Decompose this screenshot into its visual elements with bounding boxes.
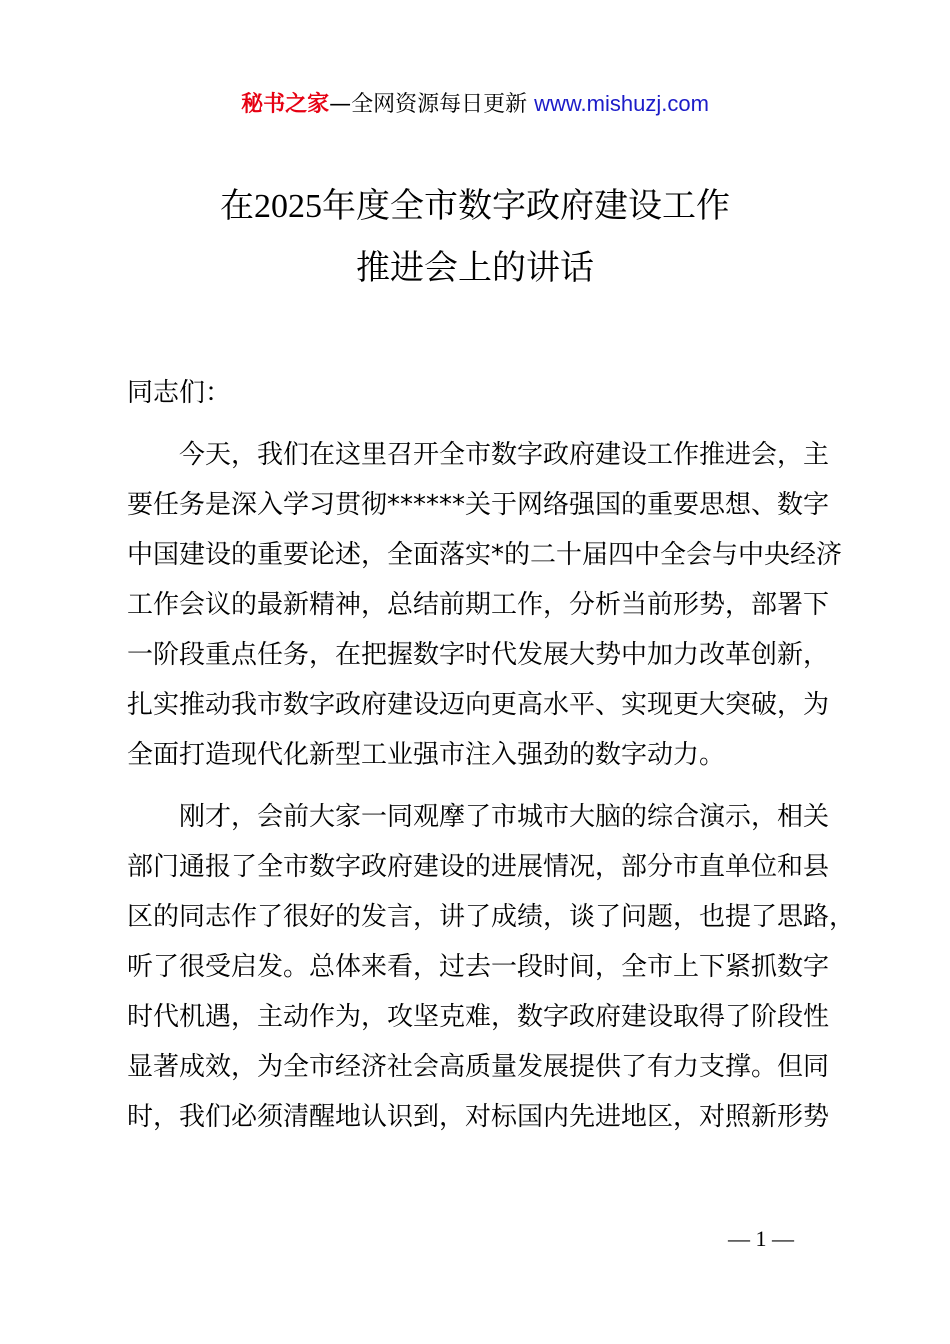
paragraph-1 (127, 430, 843, 780)
site-url-link[interactable]: www.mishuzj.com (534, 91, 709, 116)
document-title-line-1 (0, 184, 950, 229)
watermark-header (0, 88, 950, 121)
paragraph-line: 时代机遇，主动作为，攻坚克难，数字政府建设取得了阶段性 (127, 1002, 830, 1032)
paragraph-line: 部门通报了全市数字政府建设的进展情况，部分市直单位和县 (127, 852, 830, 882)
paragraph-line: 刚才，会前大家一同观摩了市城市大脑的综合演示，相关 (179, 802, 830, 832)
paragraph-line: 区的同志作了很好的发言，讲了成绩，谈了问题，也提了思路， (127, 902, 856, 932)
salutation: 同志们： (127, 378, 232, 408)
paragraph-line: 一阶段重点任务，在把握数字时代发展大势中加力改革创新， (127, 640, 830, 670)
document-title-line-2: 推进会上的讲话 (356, 248, 594, 288)
title-prefix: 在 (220, 186, 254, 226)
paragraph-line: 全面打造现代化新型工业强市注入强劲的数字动力。 (127, 740, 726, 770)
paragraph-line: 显著成效，为全市经济社会高质量发展提供了有力支撑。但同 (127, 1052, 830, 1082)
title-suffix: 年度全市数字政府建设工作 (322, 186, 730, 226)
paragraph-line: 今天，我们在这里召开全市数字政府建设工作推进会，主 (179, 440, 830, 470)
paragraph-line: 时，我们必须清醒地认识到，对标国内先进地区，对照新形势 (127, 1102, 830, 1132)
paragraph-line: 工作会议的最新精神，总结前期工作，分析当前形势，部署下 (127, 590, 830, 620)
paragraph-line: 要任务是深入学习贯彻******关于网络强国的重要思想、数字 (127, 490, 830, 520)
paragraph-line: 听了很受启发。总体来看，过去一段时间，全市上下紧抓数字 (127, 952, 830, 982)
brand-name: 秘书之家 (241, 92, 330, 117)
header-tagline: —全网资源每日更新 (329, 92, 535, 117)
page-number: — 1 — (728, 1226, 794, 1251)
paragraph-line: 中国建设的重要论述，全面落实*的二十届四中全会与中央经济 (127, 540, 843, 570)
paragraph-line: 扎实推动我市数字政府建设迈向更高水平、实现更大突破，为 (127, 690, 830, 720)
paragraph-2 (127, 792, 856, 1142)
title-year: 2025 (254, 188, 322, 225)
